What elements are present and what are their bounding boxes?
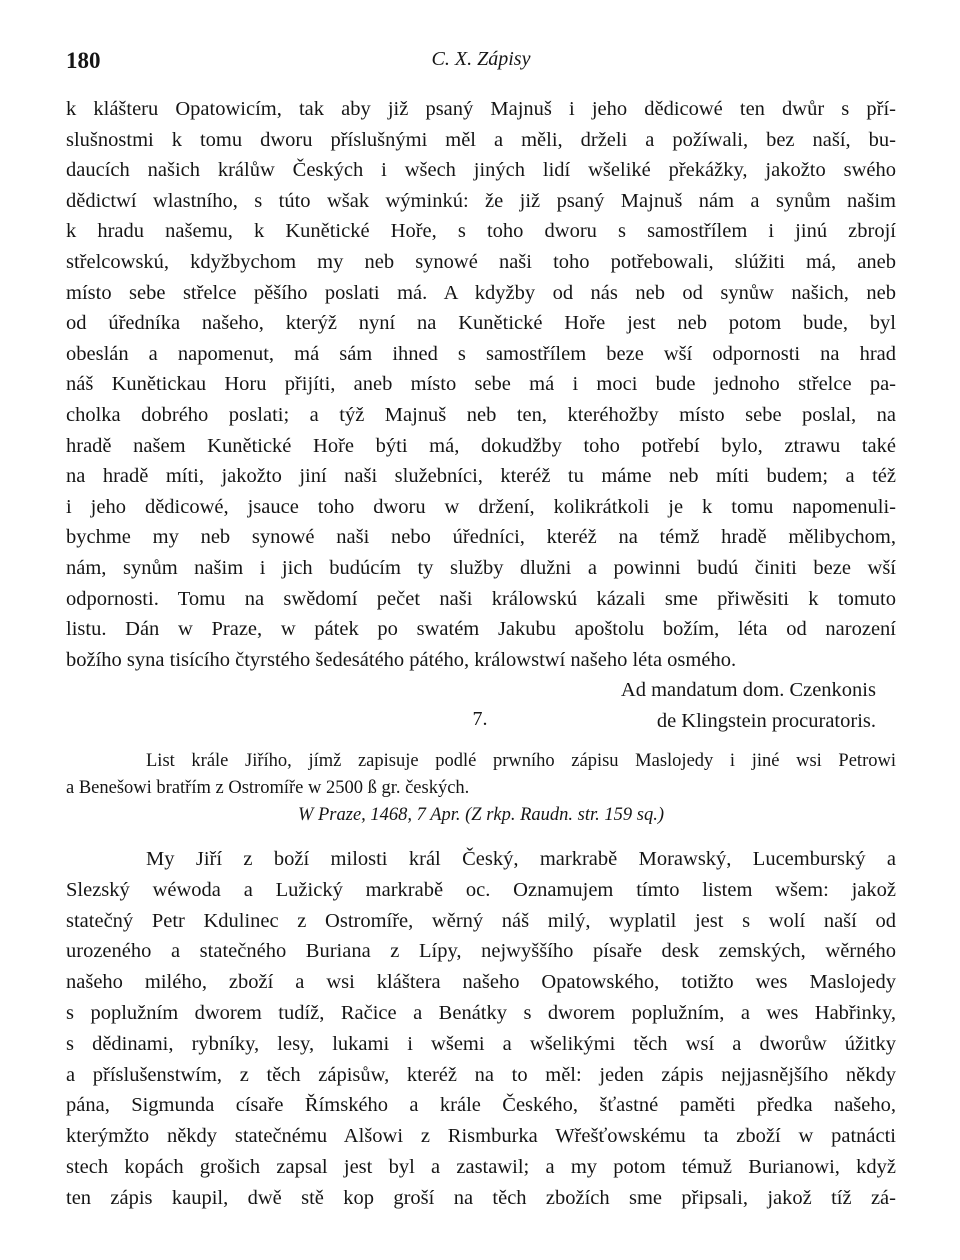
summary-line: List krále Jiřího, jímž zapisuje podlé prwního zápisu Maslojedy i jiné wsi Petrowi bbox=[146, 751, 896, 771]
charter-text bbox=[66, 844, 896, 1214]
text-line: statečný Petr Kdulinec z Ostromíře, wěrný náš milý, wyplatil jest s wolí naší od bbox=[66, 909, 896, 932]
text-line: bychme my neb synowé naši nebo úředníci, kteréž na témž hradě mělibychom, bbox=[66, 526, 896, 549]
text-line: k klášteru Opatowicím, tak aby již psaný Majnuš i jeho dědicowé ten dwůr s pří- bbox=[66, 98, 896, 120]
text-line: náš Kunětickau Horu přijíti, aneb místo sebe má i moci bude jednoho střelce pa- bbox=[66, 373, 896, 396]
text-line: od úředníka našeho, kterýž nyní na Kunětické Hoře jest neb potom bude, byl bbox=[66, 312, 896, 335]
text-line: My Jiří z boží milosti král Český, markrabě Morawský, Lucemburský a bbox=[146, 848, 896, 870]
text-line: slušnostmi k tomu dworu příslušnými měl a měli, drželi a požíwali, bez naší, bu- bbox=[66, 128, 896, 151]
text-line: dědictwí wlastního, s túto wšak wýminkú: že již psaný Majnuš nám a synům našim bbox=[66, 189, 896, 212]
text-line: kterýmžto někdy statečnému Alšowi z Rismburka Wřešťowskému ta zboží w patnácti bbox=[66, 1125, 896, 1148]
signature-line: Ad mandatum dom. Czenkonis bbox=[620, 679, 876, 702]
text-line: božího syna tisícího čtyrstého šedesátého pátého, králowstwí našeho léta osmého. bbox=[66, 648, 737, 671]
text-line: Slezský wéwoda a Lužický markrabě oc. Oznamujem tímto listem wšem: jakož bbox=[66, 878, 896, 901]
charter-text-continued bbox=[66, 94, 896, 736]
text-line: i jeho dědicowé, jsauce toho dworu w držení, kolikrátkoli je k tomu napomenuli- bbox=[66, 495, 896, 518]
text-line: k hradu našemu, k Kunětické Hoře, s toho dworu s samostřílem i jinú zbrojí bbox=[66, 220, 896, 243]
text-line: místo sebe střelce pěšího poslati má. A kdyžby od nás neb od synůw našich, neb bbox=[66, 281, 896, 304]
text-line: s poplužním dworem tudíž, Račice a Benátky s dworem poplužním, a wes Habřinky, bbox=[66, 1001, 896, 1024]
text-line: cholka dobrého poslati; a týž Majnuš neb ten, kteréhožby místo sebe poslal, na bbox=[66, 403, 896, 426]
text-line: a příslušenstwím, z těch zápisůw, kteréž na to měl: jeden zápis nejjasnějšího někdy bbox=[66, 1063, 896, 1086]
text-line: obeslán a napomenut, má sám ihned s samostřílem beze wší odpornosti na hrad bbox=[66, 342, 896, 365]
text-line: nám, synům našim i jich budúcím ty služby dlužni a powinni budú činiti beze wší bbox=[66, 556, 896, 579]
text-line: daucích našich králůw Českých i wšech jiných lidí wšeliké překážky, jakožto swého bbox=[66, 159, 896, 182]
text-line: střelcowskú, kdyžbychom my neb synowé naši toho potřebowali, slúžiti má, aneb bbox=[66, 250, 896, 273]
running-head: C. X. Zápisy bbox=[431, 48, 531, 70]
text-line: našeho milého, zboží a wsi kláštera našeho Opatowského, totižto wes Maslojedy bbox=[66, 971, 896, 994]
page-header bbox=[66, 48, 896, 82]
text-line: s dědinami, rybníky, lesy, lukami i wšemi a wšelikými těch wsí a dworůw úžitky bbox=[66, 1032, 896, 1055]
text-line: urozeného a statečného Buriana z Lípy, nejwyššího písaře desk zemských, wěrného bbox=[66, 940, 896, 963]
text-line: listu. Dán w Praze, w pátek po swatém Jakubu apoštolu božím, léta od narození bbox=[66, 618, 896, 641]
text-line: pána, Sigmunda císaře Římského a krále Českého, šťastné paměti předka našeho, bbox=[66, 1094, 896, 1117]
text-line: odpornosti. Tomu na swědomí pečet naši králowskú kázali sme přiwěsiti k tomuto bbox=[66, 587, 896, 610]
document-number: 7. bbox=[472, 708, 488, 730]
summary-line: a Benešowi bratřím z Ostromíře w 2500 ß gr. českých. bbox=[66, 778, 470, 798]
page-number: 180 bbox=[66, 48, 101, 73]
signature-line: de Klingstein procuratoris. bbox=[656, 709, 876, 732]
text-line: ten zápis kaupil, dwě stě kop groší na těch zbožích sme připsali, jakož tíž zá- bbox=[66, 1186, 896, 1209]
text-line: na hradě míti, jakožto jiní naši služebníci, kteréž tu máme neb míti budem; a též bbox=[66, 465, 896, 488]
text-line: hradě našem Kunětické Hoře býti má, dokudžby toho potřebí bylo, ztrawu také bbox=[66, 434, 896, 457]
text-line: stech kopách grošich zapsal jest byl a zastawil; a my potom témuž Burianowi, když bbox=[66, 1155, 896, 1178]
source-citation: W Praze, 1468, 7 Apr. (Z rkp. Raudn. str. 159 sq.) bbox=[297, 805, 665, 825]
document-summary bbox=[66, 748, 896, 829]
